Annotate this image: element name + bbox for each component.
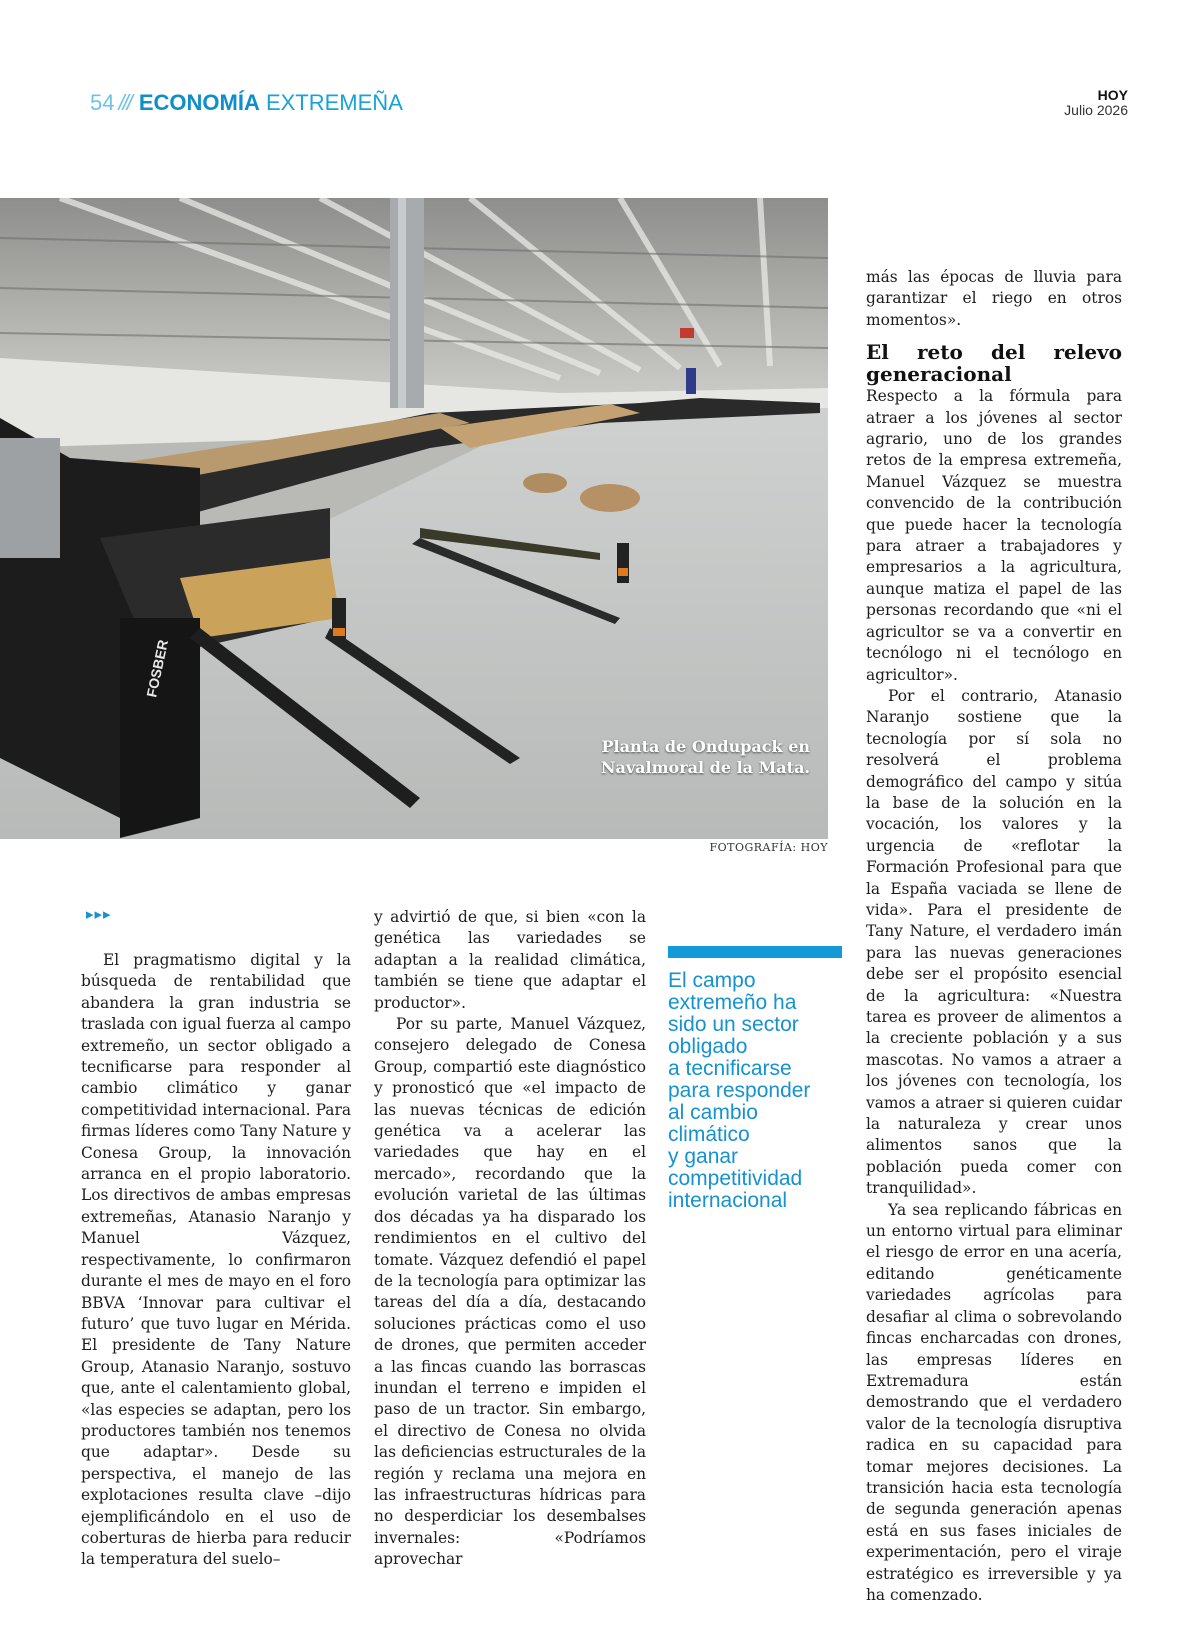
body-paragraph: Respecto a la fórmula para atraer a los jóvenes al sector agrario, uno de los grandes retos de la empresa extremeña, Manuel Vázquez se muestra convencido de la contribución que puede hacer la tecnología para atraer a trabajadores y empresarios a la agricultura, aunque matiza el papel de las personas recordando que «ni el agricultor se va a convertir en tecnólogo ni el tecnólogo en agricultor». — [866, 387, 1122, 684]
pull-quote-line: climático — [668, 1123, 750, 1146]
body-paragraph: más las épocas de lluvia para garantizar el riego en otros momentos». — [866, 268, 1122, 329]
pull-quote-line: internacional — [668, 1189, 788, 1212]
pull-quote-line: competitividad — [668, 1167, 803, 1190]
body-paragraph: Por el contrario, Atanasio Naranjo sostiene que la tecnología por sí sola no resolverá el problema demográfico del campo y sitúa la base de la solución en la vocación, los valores y la urgencia de «reflotar la Formación Profesional para que la España vaciada se llene de vida». Para el presidente de Tany Nature, el verdadero imán para las nuevas generaciones debe ser el propósito esencial de la agricultura: «Nuestra tarea es proveer de alimentos a la creciente población y a sus mascotas. No vamos a atraer a los jóvenes con tecnología, los vamos a atraer si quieren cuidar la naturaleza y crear unos alimentos sanos que la población pueda comer con tranquilidad». — [866, 686, 1122, 1198]
article-column-3 — [866, 267, 1122, 1606]
pull-quote — [668, 970, 848, 1212]
section-title-bold: ECONOMÍA — [138, 90, 260, 115]
subheading: El reto del relevo generacional — [866, 340, 1122, 387]
body-paragraph: Por su parte, Manuel Vázquez, consejero delegado de Conesa Group, compartió este diagnóstico y pronosticó que «el impacto de las nuevas técnicas de edición genética va a acelerar las variedades que hay en el mercado», recordando que la evolución varietal de las últimas dos décadas ya ha disparado los rendimientos en el cultivo del tomate. Vázquez defendió el papel de la tecnología para optimizar las tareas del día a día, destacando soluciones prácticas como el uso de drones, que permiten acceder a las fincas cuando las borrascas inundan el terreno e impiden el paso de un tractor. Sin embargo, el directivo de Conesa no olvida las deficiencias estructurales de la región y reclama una mejora en las infraestructuras hídricas para no desperdiciar los desembalses invernales: «Podríamos aprovechar — [374, 1015, 646, 1569]
masthead — [1064, 88, 1128, 118]
section-title-light: EXTREMEÑA — [265, 90, 403, 115]
pull-quote-line: El campo — [668, 969, 756, 992]
issue-date: Julio 2026 — [1064, 102, 1128, 118]
section-header — [90, 90, 403, 116]
body-paragraph: y advirtió de que, si bien «con la genética las variedades se adaptan a la realidad climática, también se tiene que adaptar el productor». — [374, 908, 646, 1012]
pull-quote-line: para responder — [668, 1079, 811, 1102]
body-paragraph: El pragmatismo digital y la búsqueda de rentabilidad que abandera la gran industria se traslada con igual fuerza al campo extremeño, un sector obligado a tecnificarse para responder al cambio climático y ganar competitividad internacional. Para firmas líderes como Tany Nature y Conesa Group, la innovación arranca en el propio laboratorio. Los directivos de ambas empresas extremeñas, Atanasio Naranjo y Manuel Vázquez, respectivamente, lo confirmaron durante el mes de mayo en el foro BBVA ‘Innovar para cultivar el futuro’ que tuvo lugar en Mérida. El presidente de Tany Nature Group, Atanasio Naranjo, sostuvo que, ante el calentamiento global, «las especies se adaptan, pero los productores también nos tenemos que adaptar». Desde su perspectiva, el manejo de las explotaciones resulta clave –dijo ejemplificándolo en el uso de coberturas de hierba para reducir la temperatura del suelo– — [81, 951, 351, 1569]
page-number: 54 — [90, 90, 115, 115]
machine-brand-label: FOSBER — [143, 638, 172, 699]
photo-caption: Planta de Ondupack en Navalmoral de la Mata. — [600, 737, 810, 777]
body-paragraph: Ya sea replicando fábricas en un entorno virtual para eliminar el riesgo de error en una acería, editando genéticamente variedades agrícolas para desafiar al clima o sobrevolando fincas encharcadas con drones, las empresas líderes en Extremadura están demostrando que el verdadero valor de la tecnología disruptiva radica en su capacidad para tomar mejores decisiones. La transición hacia esta tecnología de segunda generación apenas está en sus fases iniciales de experimentación, pero el viraje estratégico es irreversible y ya ha comenzado. — [866, 1200, 1122, 1604]
pull-quote-line: extremeño ha — [668, 991, 797, 1014]
continuation-arrows-icon: ▸▸▸ — [86, 905, 112, 923]
pull-quote-line: al cambio — [668, 1101, 758, 1124]
pull-quote-bar — [668, 946, 842, 958]
publication-name: HOY — [1097, 87, 1128, 103]
article-column-2 — [374, 907, 646, 1571]
separator-slashes: /// — [118, 90, 131, 115]
pull-quote-line: sido un sector — [668, 1013, 799, 1036]
pull-quote-line: obligado — [668, 1035, 748, 1058]
photo-credit: FOTOGRAFÍA: HOY — [709, 841, 828, 854]
pull-quote-line: a tecnificarse — [668, 1057, 792, 1080]
pull-quote-line: y ganar — [668, 1145, 739, 1168]
article-column-1 — [81, 950, 351, 1571]
